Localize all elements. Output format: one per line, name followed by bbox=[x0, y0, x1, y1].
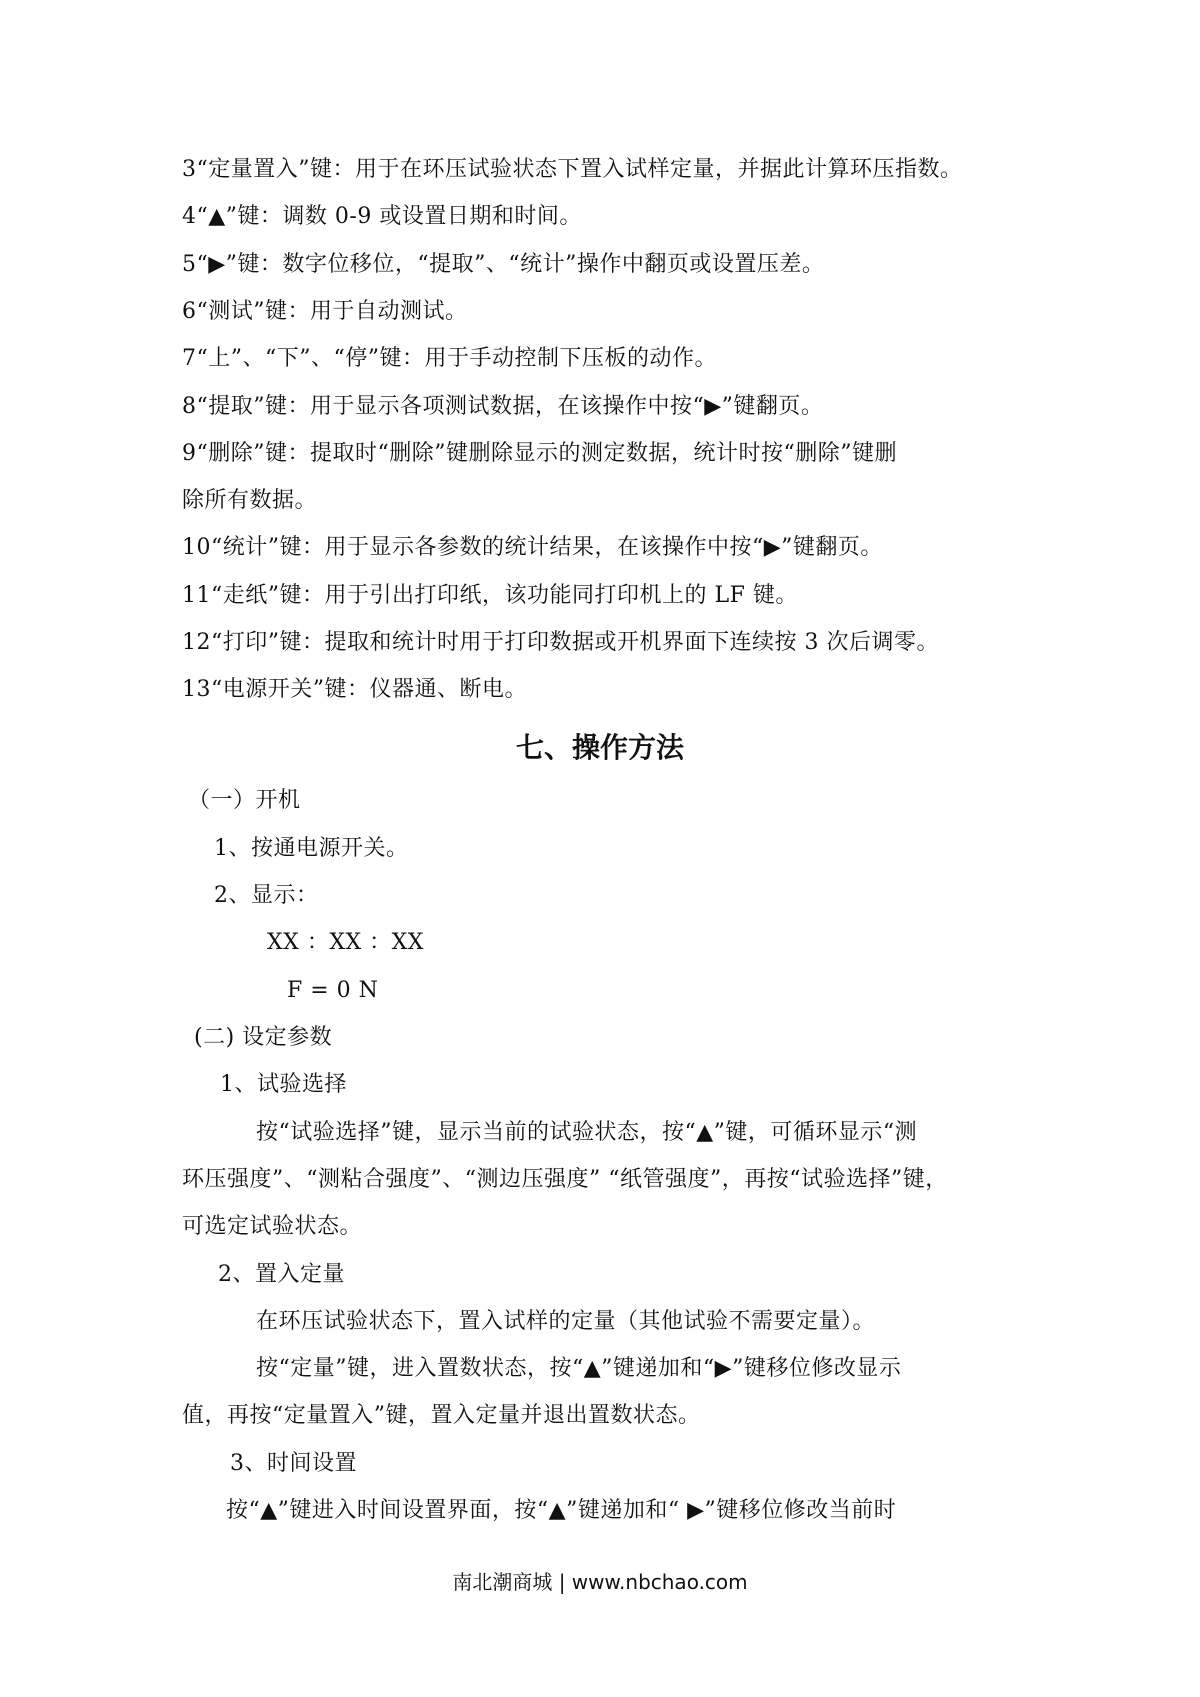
text-line-test-select: 1、试验选择 bbox=[220, 1072, 347, 1097]
text-line-key-13: 13“电源开关”键：仪器通、断电。 bbox=[182, 677, 527, 702]
text-line-test-select-desc: 按“试验选择”键，显示当前的试验状态，按“▲”键，可循环显示“测 bbox=[256, 1120, 918, 1145]
text-line-key-3: 3“定量置入”键：用于在环压试验状态下置入试样定量，并据此计算环压指数。 bbox=[182, 157, 963, 182]
display-time-readout: XX ：XX ：XX bbox=[267, 930, 424, 955]
section-heading: 七、操作方法 bbox=[515, 731, 684, 764]
text-line-key-9-cont: 除所有数据。 bbox=[182, 488, 318, 513]
text-line-time-setting: 3、时间设置 bbox=[230, 1451, 357, 1476]
text-line-step-2: 2、显示： bbox=[214, 883, 319, 908]
text-line-key-11: 11“走纸”键：用于引出打印纸，该功能同打印机上的 LF 键。 bbox=[182, 583, 798, 608]
text-line-key-10: 10“统计”键：用于显示各参数的统计结果，在该操作中按“▶”键翻页。 bbox=[182, 535, 883, 560]
subsection-set-parameters: (二) 设定参数 bbox=[194, 1025, 333, 1050]
text-line-time-setting-desc: 按“▲”键进入时间设置界面，按“▲”键递加和“ ▶”键移位修改当前时 bbox=[226, 1498, 897, 1523]
text-line-set-grammage-desc-3: 值，再按“定量置入”键，置入定量并退出置数状态。 bbox=[182, 1403, 701, 1428]
text-line-set-grammage-desc-2: 按“定量”键，进入置数状态，按“▲”键递加和“▶”键移位修改显示 bbox=[256, 1356, 902, 1381]
text-line-test-select-desc-2: 环压强度”、“测粘合强度”、“测边压强度” “纸管强度”，再按“试验选择”键， bbox=[182, 1167, 948, 1192]
text-line-key-8: 8“提取”键：用于显示各项测试数据，在该操作中按“▶”键翻页。 bbox=[182, 394, 824, 419]
text-line-key-12: 12“打印”键：提取和统计时用于打印数据或开机界面下连续按 3 次后调零。 bbox=[182, 630, 939, 655]
text-line-key-5: 5“▶”键：数字位移位，“提取”、“统计”操作中翻页或设置压差。 bbox=[182, 252, 825, 277]
text-line-key-6: 6“测试”键：用于自动测试。 bbox=[182, 299, 468, 324]
text-line-key-4: 4“▲”键：调数 0-9 或设置日期和时间。 bbox=[182, 204, 582, 229]
text-line-step-1: 1、按通电源开关。 bbox=[214, 836, 409, 861]
text-line-key-9: 9“删除”键：提取时“删除”键删除显示的测定数据，统计时按“删除”键删 bbox=[182, 441, 897, 466]
text-line-set-grammage: 2、置入定量 bbox=[218, 1262, 345, 1287]
text-line-key-7: 7“上”、“下”、“停”键：用于手动控制下压板的动作。 bbox=[182, 346, 717, 371]
text-line-set-grammage-desc: 在环压试验状态下，置入试样的定量（其他试验不需要定量）。 bbox=[256, 1309, 876, 1334]
footer-watermark: 南北潮商城 | www.nbchao.com bbox=[452, 1570, 748, 1594]
display-force-readout: F = 0 N bbox=[287, 978, 379, 1003]
text-line-test-select-desc-3: 可选定试验状态。 bbox=[182, 1214, 363, 1239]
subsection-power-on: （一）开机 bbox=[188, 788, 301, 813]
